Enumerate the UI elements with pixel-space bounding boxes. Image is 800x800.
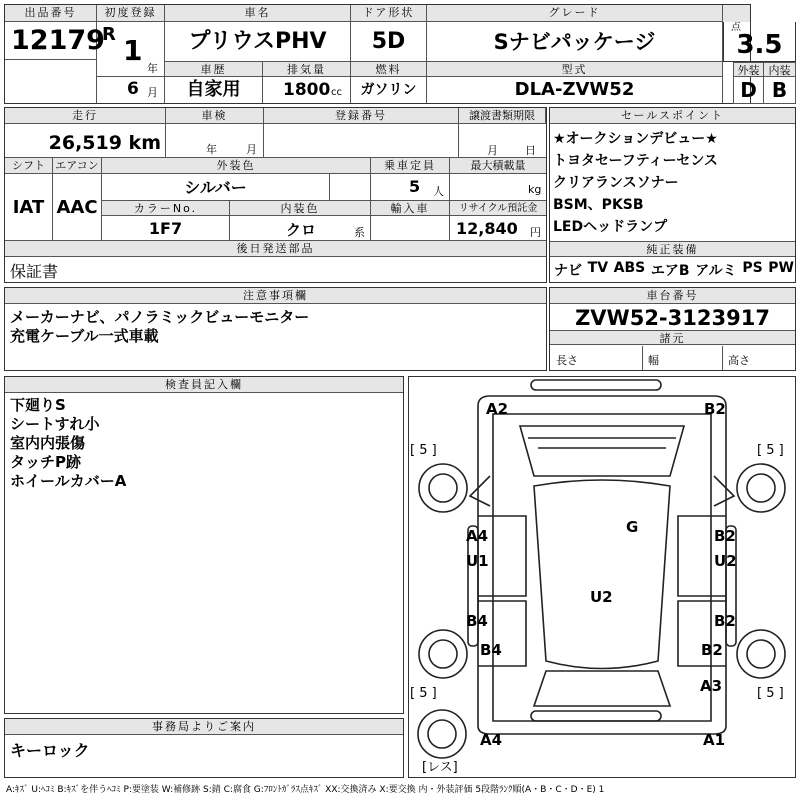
int-color-box bbox=[230, 216, 371, 241]
interior-label: 内装 bbox=[764, 62, 796, 77]
int-color-unit: 系 bbox=[354, 226, 365, 239]
load-unit: kg bbox=[528, 183, 542, 196]
front-bumper-outline bbox=[531, 380, 661, 390]
later-parts: 保証書 bbox=[10, 262, 59, 281]
era: R bbox=[102, 24, 116, 45]
equipment-item: PW bbox=[768, 260, 794, 276]
damage-mark: A4 bbox=[466, 527, 489, 545]
wheel-spare bbox=[418, 710, 466, 758]
chassis-label: 車台番号 bbox=[550, 288, 795, 304]
sales-point: LEDヘッドランプ bbox=[553, 219, 668, 235]
reg-year: 1 bbox=[123, 34, 143, 67]
reg-no bbox=[264, 124, 459, 158]
right-mirror-outline bbox=[714, 476, 734, 506]
shift-label: シフト bbox=[5, 158, 53, 174]
ac-label: エアコン bbox=[53, 158, 102, 174]
int-color-label: 内装色 bbox=[230, 201, 371, 216]
exterior-grade: D bbox=[733, 77, 764, 104]
sales-points-label: セールスポイント bbox=[550, 108, 795, 124]
damage-mark: B2 bbox=[714, 612, 736, 630]
transfer-box bbox=[459, 124, 546, 158]
damage-mark: A2 bbox=[486, 400, 509, 418]
inspection-year-unit: 年 bbox=[206, 143, 217, 156]
wheel-rear-right bbox=[737, 630, 785, 678]
displacement-label: 排気量 bbox=[263, 62, 351, 77]
load-label: 最大積載量 bbox=[450, 158, 546, 174]
exterior-label: 外装 bbox=[733, 62, 764, 77]
dims-label: 諸元 bbox=[550, 330, 795, 345]
body-outline bbox=[478, 396, 726, 734]
wheel-front-left bbox=[419, 464, 467, 512]
rear-glass-outline bbox=[534, 671, 670, 706]
office-label: 事務局よりご案内 bbox=[5, 719, 403, 735]
reg-no-label: 登録番号 bbox=[264, 108, 459, 124]
model-label: 型式 bbox=[427, 62, 723, 77]
import-value bbox=[371, 216, 450, 241]
ext-color: シルバー bbox=[102, 174, 330, 201]
shift: IAT bbox=[5, 174, 53, 241]
first-reg-label: 初度登録 bbox=[97, 5, 165, 22]
damage-mark: B2 bbox=[701, 641, 723, 659]
ext-color-extra bbox=[330, 174, 371, 201]
lot-number-label: 出品番号 bbox=[5, 5, 97, 22]
dim-length: 長さ bbox=[556, 354, 578, 367]
mileage-label: 走行 bbox=[5, 108, 166, 124]
roof-outline bbox=[534, 480, 670, 669]
recycle-unit: 円 bbox=[530, 226, 541, 239]
sales-point: BSM、PKSB bbox=[553, 197, 644, 213]
recycle-label: リサイクル預託金 bbox=[450, 201, 546, 216]
damage-mark: A1 bbox=[703, 731, 726, 749]
inspector-notes bbox=[10, 396, 126, 491]
model: DLA-ZVW52 bbox=[427, 77, 723, 103]
capacity-unit: 人 bbox=[433, 185, 444, 198]
int-color: クロ bbox=[286, 221, 317, 239]
displacement-unit: cc bbox=[331, 87, 342, 98]
door-label: ドア形状 bbox=[351, 5, 427, 22]
tire-depth: [レス] bbox=[422, 760, 458, 775]
hood-outline bbox=[520, 426, 684, 476]
damage-mark: A4 bbox=[480, 731, 503, 749]
color-no-label: カラーNo. bbox=[102, 201, 230, 216]
damage-mark: B2 bbox=[704, 400, 726, 418]
grade: Sナビパッケージ bbox=[427, 22, 723, 62]
equipment-item: エアB bbox=[650, 263, 690, 279]
lot-number-blank bbox=[5, 60, 97, 103]
tire-depth: [ 5 ] bbox=[757, 443, 784, 458]
reg-month: 6 bbox=[127, 79, 139, 99]
notes-text bbox=[10, 308, 309, 346]
year-unit: 年 bbox=[147, 62, 158, 75]
damage-mark: U1 bbox=[466, 552, 489, 570]
inspector-line: シートすれ小 bbox=[10, 415, 100, 433]
note-line: 充電ケーブル一式車載 bbox=[10, 327, 159, 345]
history-label: 車歴 bbox=[165, 62, 263, 77]
legend: A:ｷｽﾞ U:ﾍｺﾐ B:ｷｽﾞを伴うﾍｺﾐ P:要塗装 W:補修跡 S:錆 C:腐食 G:ﾌﾛﾝﾄｶﾞﾗｽ点ｷｽﾞ XX:交換済み X:要交換 内・外装評価 5段階ﾗﾝｸ順(A・B・C・D・E) 1 bbox=[6, 785, 605, 795]
car-name: プリウスPHV bbox=[165, 22, 351, 62]
sales-points-list bbox=[553, 128, 718, 238]
inspector-line: タッチP跡 bbox=[10, 453, 81, 471]
rear-bumper-outline bbox=[531, 711, 661, 721]
sales-point: トヨタセーフティーセンス bbox=[553, 153, 718, 169]
damage-mark: G bbox=[626, 518, 639, 536]
ac: AAC bbox=[53, 174, 102, 241]
inspector-line: 下廻りS bbox=[10, 396, 66, 414]
damage-mark: B4 bbox=[466, 612, 488, 630]
notes-label: 注意事項欄 bbox=[5, 288, 546, 304]
first-reg-month-box bbox=[97, 77, 165, 103]
score-label-wide bbox=[723, 5, 750, 22]
fuel: ガソリン bbox=[351, 77, 427, 103]
inspection-label: 車検 bbox=[166, 108, 264, 124]
inspector-label: 検査員記入欄 bbox=[5, 377, 403, 393]
capacity-label: 乗車定員 bbox=[371, 158, 450, 174]
equipment-item: ナビ bbox=[554, 263, 582, 279]
color-no: 1F7 bbox=[102, 216, 230, 241]
inspection-month-unit: 月 bbox=[246, 143, 257, 156]
equipment-item: TV bbox=[587, 260, 609, 276]
tire-depth: [ 5 ] bbox=[410, 443, 437, 458]
left-mirror-outline bbox=[470, 476, 490, 506]
recycle-box bbox=[450, 216, 546, 241]
equipment-item: ABS bbox=[613, 260, 646, 276]
car-name-label: 車名 bbox=[165, 5, 351, 22]
damage-mark: A3 bbox=[700, 677, 723, 695]
later-parts-label: 後日発送部品 bbox=[5, 241, 546, 257]
history: 自家用 bbox=[165, 77, 263, 103]
transfer-month: 月 bbox=[487, 144, 498, 157]
first-reg-year-box bbox=[97, 22, 165, 77]
lot-number: 12179 bbox=[5, 22, 97, 60]
grade-label: グレード bbox=[427, 5, 723, 22]
transfer-day: 日 bbox=[525, 144, 536, 157]
sales-point: ★オークションデビュー★ bbox=[553, 131, 718, 147]
fuel-label: 燃料 bbox=[351, 62, 427, 77]
tire-depth: [ 5 ] bbox=[410, 686, 437, 701]
wheel-rear-left bbox=[419, 630, 467, 678]
displacement-box bbox=[263, 77, 351, 103]
office-text: キーロック bbox=[10, 741, 90, 760]
dim-width: 幅 bbox=[648, 354, 659, 367]
wheel-front-right bbox=[737, 464, 785, 512]
equipment-item: アルミ bbox=[695, 263, 737, 279]
interior-grade: B bbox=[764, 77, 796, 104]
load-box bbox=[450, 174, 546, 201]
import-label: 輸入車 bbox=[371, 201, 450, 216]
damage-mark: B2 bbox=[714, 527, 736, 545]
dims-divider-1 bbox=[642, 346, 643, 370]
transfer-label: 譲渡書類期限 bbox=[459, 108, 546, 124]
chassis-number: ZVW52-3123917 bbox=[575, 306, 770, 330]
note-line: メーカーナビ、パノラミックビューモニター bbox=[10, 308, 310, 326]
displacement: 1800 bbox=[283, 80, 331, 100]
ext-color-label: 外装色 bbox=[102, 158, 371, 174]
inspection-box bbox=[166, 124, 264, 158]
dims-divider-2 bbox=[722, 346, 723, 370]
damage-mark: B4 bbox=[480, 641, 502, 659]
score-label: 点 bbox=[723, 5, 750, 22]
score: 3.5 bbox=[723, 22, 796, 62]
damage-mark: U2 bbox=[714, 552, 737, 570]
sales-point: クリアランスソナー bbox=[553, 175, 679, 191]
dim-height: 高さ bbox=[728, 354, 750, 367]
capacity: 5 bbox=[409, 177, 421, 196]
mileage: 26,519 km bbox=[5, 124, 166, 158]
equipment-list bbox=[554, 260, 794, 280]
damage-mark: U2 bbox=[590, 588, 613, 606]
equipment-label: 純正装備 bbox=[550, 241, 795, 257]
recycle: 12,840 bbox=[456, 219, 518, 238]
door-type: 5D bbox=[351, 22, 427, 62]
inspector-line: ホイールカバーA bbox=[10, 472, 127, 490]
month-unit: 月 bbox=[147, 86, 158, 99]
car-diagram bbox=[408, 376, 796, 778]
capacity-box bbox=[371, 174, 450, 201]
inspector-line: 室内内張傷 bbox=[10, 434, 86, 452]
equipment-item: PS bbox=[742, 260, 763, 276]
tire-depth: [ 5 ] bbox=[757, 686, 784, 701]
